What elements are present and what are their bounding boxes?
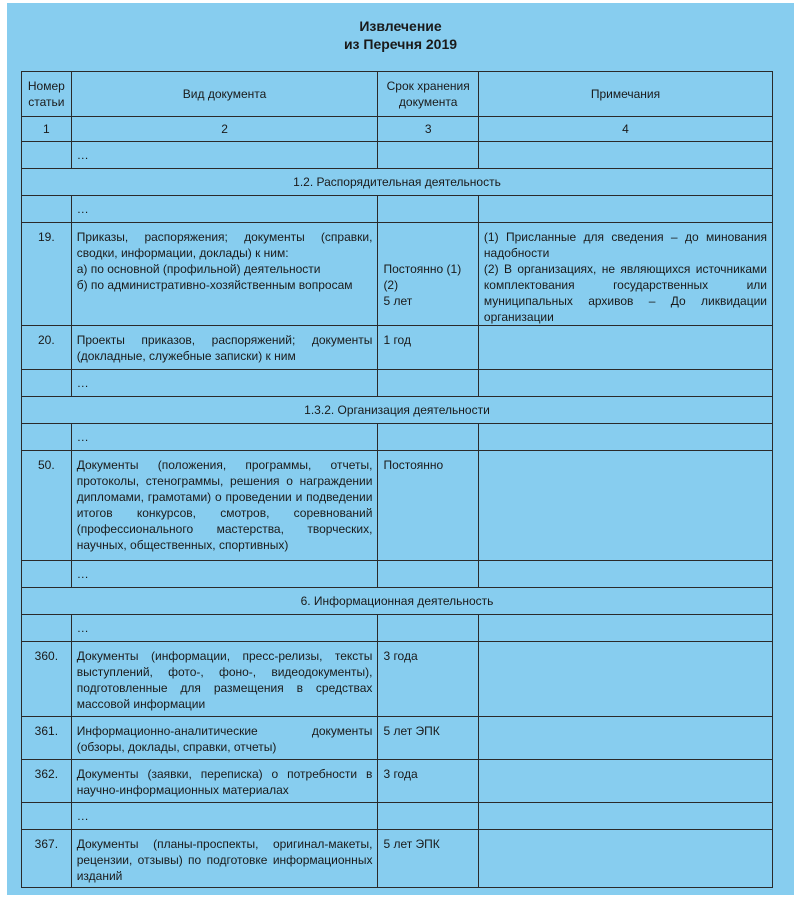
header-notes: Примечания [478, 72, 772, 117]
retention-period [378, 223, 478, 326]
document-type [71, 223, 378, 326]
section-heading: 1.3.2. Организация деятельности [22, 397, 773, 424]
table-row [22, 830, 773, 888]
table-row [22, 717, 773, 760]
document-type: Проекты приказов, распоряжений; документы (докладные, служебные записки) к ним [71, 326, 378, 370]
article-number: 367. [22, 830, 72, 888]
ellipsis: … [71, 424, 378, 451]
article-number: 360. [22, 642, 72, 717]
ellipsis: … [71, 142, 378, 169]
header-row [22, 72, 773, 117]
notes [478, 326, 772, 370]
notes [478, 760, 772, 803]
article-number: 19. [22, 223, 72, 326]
column-number: 3 [378, 117, 478, 142]
document-type-text: Приказы, распоряжения; документы (справки, сводки, информации, доклады) к ним: [76, 230, 373, 260]
document-type: Документы (информации, пресс-релизы, тексты выступлений, фото-, фоно-, видеодокументы), подготовленные для размещения в средствах массовой информации [71, 642, 378, 717]
ellipsis-row [22, 424, 773, 451]
column-number: 1 [22, 117, 72, 142]
retention-period-text: 5 лет [383, 294, 413, 308]
retention-period: 5 лет ЭПК [378, 830, 478, 888]
notes [478, 223, 772, 326]
section-heading: 6. Информационная деятельность [22, 588, 773, 615]
document-panel [7, 3, 794, 895]
header-retention-period: Срок хранения документа [378, 72, 478, 117]
table-row [22, 760, 773, 803]
ellipsis-row [22, 615, 773, 642]
column-number: 2 [71, 117, 378, 142]
ellipsis-row [22, 370, 773, 397]
section-row [22, 588, 773, 615]
document-type: Документы (планы-проспекты, оригинал-макеты, рецензии, отзывы) по подготовке информационных изданий [71, 830, 378, 888]
document-title [7, 17, 794, 53]
title-line-2: из Перечня 2019 [343, 36, 458, 52]
retention-table [21, 71, 773, 888]
section-row [22, 169, 773, 196]
document-type-text: б) по административно-хозяйственным вопросам [76, 278, 353, 292]
retention-period: 5 лет ЭПК [378, 717, 478, 760]
retention-period: 3 года [378, 760, 478, 803]
note-text: (1) Присланные для сведения – до минования надобности [483, 230, 767, 260]
notes [478, 717, 772, 760]
ellipsis-row [22, 142, 773, 169]
notes [478, 642, 772, 717]
retention-period-text: Постоянно (1) (2) [383, 262, 462, 292]
ellipsis: … [71, 196, 378, 223]
section-row [22, 397, 773, 424]
retention-period: 3 года [378, 642, 478, 717]
column-number: 4 [478, 117, 772, 142]
header-article-number: Номер статьи [22, 72, 72, 117]
table-row [22, 326, 773, 370]
document-type: Информационно-аналитические документы (обзоры, доклады, справки, отчеты) [71, 717, 378, 760]
ellipsis-row [22, 561, 773, 588]
article-number: 361. [22, 717, 72, 760]
title-line-1: Извлечение [359, 18, 442, 34]
retention-period: Постоянно [378, 451, 478, 561]
ellipsis: … [71, 803, 378, 830]
table-row [22, 223, 773, 326]
section-heading: 1.2. Распорядительная деятельность [22, 169, 773, 196]
article-number: 50. [22, 451, 72, 561]
ellipsis-row [22, 196, 773, 223]
ellipsis: … [71, 615, 378, 642]
table-row [22, 642, 773, 717]
notes [478, 830, 772, 888]
notes [478, 451, 772, 561]
header-document-type: Вид документа [71, 72, 378, 117]
ellipsis: … [71, 561, 378, 588]
ellipsis-row [22, 803, 773, 830]
document-type: Документы (положения, программы, отчеты, протоколы, стенограммы, решения о награждении дипломами, грамотами) о проведении и подведении итогов конкурсов, смотров, соревнований (профессионального мастерства, творческих, научных, общественных, спортивных) [71, 451, 378, 561]
document-type: Документы (заявки, переписка) о потребности в научно-информационных материалах [71, 760, 378, 803]
ellipsis: … [71, 370, 378, 397]
article-number: 20. [22, 326, 72, 370]
document-type-text: а) по основной (профильной) деятельности [76, 262, 321, 276]
retention-period: 1 год [378, 326, 478, 370]
column-numbers-row [22, 117, 773, 142]
note-text: (2) В организациях, не являющихся источниками комплектования государственных или муниципальных архивов – До ликвидации организации [483, 262, 767, 324]
article-number: 362. [22, 760, 72, 803]
table-row [22, 451, 773, 561]
